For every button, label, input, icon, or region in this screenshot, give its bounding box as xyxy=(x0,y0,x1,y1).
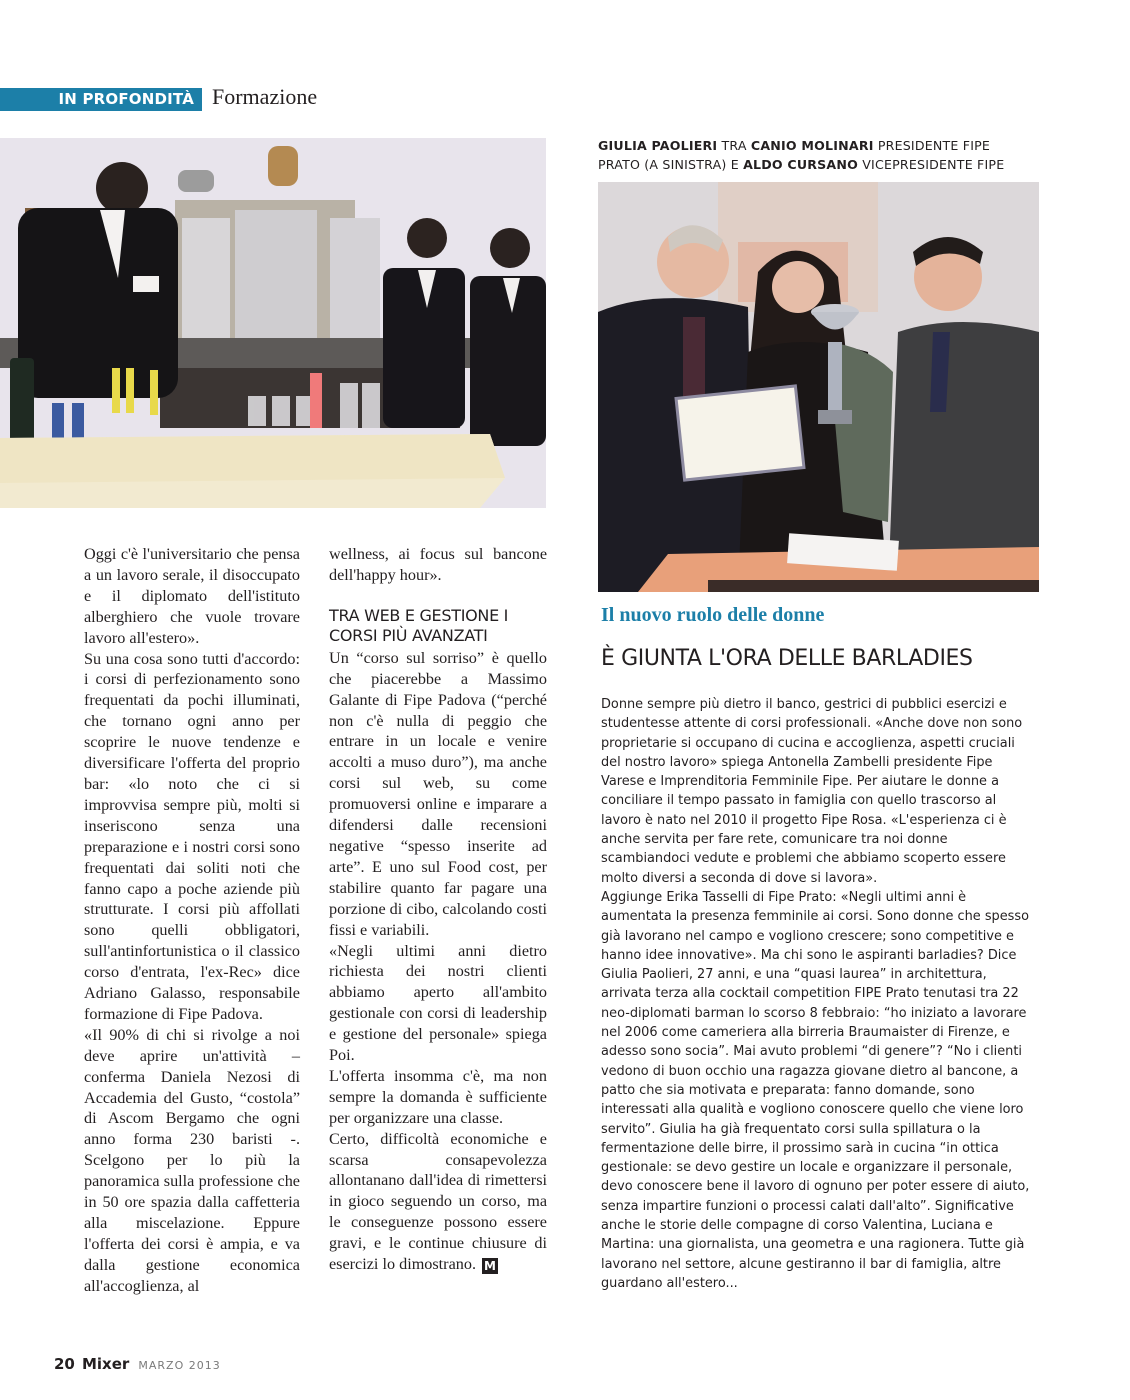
caption-name-aldo-cursano: ALDO CURSANO xyxy=(743,157,859,172)
box-title: È GIUNTA L'ORA DELLE BARLADIES xyxy=(601,646,973,671)
article-text: Certo, difficoltà economiche e scarsa consapevolezza allontanano dall'idea di rimettersi in gioco seguendo un corso, ma le conseguenze possono essere gravi, e le continue chiusure di esercizi lo dimostrano. xyxy=(329,1129,547,1274)
box-paragraph: Donne sempre più dietro il banco, gestrici di pubblici esercizi e studentesse attente di corsi professionali. «Anche dove non sono proprietarie si occupano di cucina e accoglienza, aspetti cruciali del nostro lavoro» spiega Antonella Zambelli presidente Fipe Varese e Imprenditoria Femminile Fipe. Per aiutare le donne a conciliare il tempo passato in famiglia con quello trascorso al lavoro è nato nel 2010 il progetto Fipe Rosa. «L'esperienza ci è anche servita per fare rete, comunicare tra noi donne scambiandoci vedute e problemi che abbiamo scoperto essere molto diversi a seconda di dove si lavora». xyxy=(601,697,1023,886)
photo-bartending-competition xyxy=(0,138,546,508)
article-paragraph: «Negli ultimi anni dietro richiesta dei nostri clienti abbiamo aperto all'ambito gestionale con corsi di leadership e gestione del personale» spiega Poi. xyxy=(329,941,547,1065)
photo-award-ceremony-icon xyxy=(598,182,1039,592)
caption-text: PRESIDENTE FIPE PRATO (A SINISTRA) E xyxy=(598,138,991,172)
article-paragraph: L'offerta insomma c'è, ma non sempre la domanda è sufficiente per organizzare una classe. xyxy=(329,1066,547,1127)
article-paragraph: Su una cosa sono tutti d'accordo: i corsi di perfezionamento sono frequentati da pochi illuminati, che tornano ogni anno per scoprire le nuove tendenze e diversificare l'offerta del proprio bar: «lo noto che ci si improvvisa sempre più, molti si inseriscono senza una preparazione e i nostri corsi sono frequentati dai soliti noti che fanno capo a poche aziende più strutturate. I corsi più affollati sono quelli obbligatori, sull'antinfortunistica o il classico corso d'entrata, l'ex-Rec» dice Adriano Galasso, responsabile formazione di Fipe Padova. xyxy=(84,649,300,1023)
article-column-2 xyxy=(329,544,547,1275)
section-banner xyxy=(0,88,202,111)
article-paragraph: Un “corso sul sorriso” è quello che piacerebbe a Massimo Galante di Fipe Padova (“perché non c'è nulla di peggio che entrare in un locale e venire accolti a muso duro”), ma anche corsi sul web, su come promuoversi online e imparare a difendersi dalle recensioni negative “spesso inserite ad arte”. E uno sul Food cost, per stabilire quanto far pagare una porzione di cibo, calcolando costi fissi e variabili. xyxy=(329,648,548,939)
photo-award-ceremony xyxy=(598,182,1039,592)
photo-caption xyxy=(598,136,1028,174)
caption-name-giulia-paolieri: GIULIA PAOLIERI xyxy=(598,138,718,153)
issue-date: MARZO 2013 xyxy=(138,1359,221,1372)
article-paragraph: wellness, ai focus sul bancone dell'happy hour». xyxy=(329,545,547,584)
end-mark-icon: M xyxy=(482,1258,498,1274)
caption-text: TRA xyxy=(717,138,751,153)
article-paragraph-last xyxy=(329,1129,547,1275)
article-column-1 xyxy=(84,544,300,1297)
section-title: Formazione xyxy=(212,84,318,109)
photo-bartending-competition-icon xyxy=(0,138,546,508)
box-body xyxy=(601,695,1031,1293)
page-footer xyxy=(54,1354,221,1373)
article-subheading: TRA WEB E GESTIONE I CORSI PIÙ AVANZATI xyxy=(329,605,509,645)
article-paragraph: Oggi c'è l'universitario che pensa a un lavoro serale, il disoccupato e il diplomato dell'istituto alberghiero che vuole trovare lavoro all'estero». xyxy=(84,545,300,647)
page-number: 20 xyxy=(54,1355,75,1373)
box-paragraph: Aggiunge Erika Tasselli di Fipe Prato: «Negli ultimi anni è aumentata la presenza femminile ai corsi. Sono donne che spesso già lavorano nel campo e vogliono crescere; sono competitive e hanno idee innovative». Ma chi sono le aspiranti barladies? Dice Giulia Paolieri, 27 anni, e una “quasi laurea” in architettura, arrivata terza alla cocktail competition FIPE Prato tenutasi tra 22 neo-diplomati barman lo scorso 8 febbraio: “ho iniziato a lavorare nel 2006 come cameriera alla birreria Braumaister di Firenze, e adesso sono socia”. Mai avuto problemi “di genere”? “No i clienti vedono di buon occhio una ragazza giovane dietro al bancone, a patto che sia motivata e preparata: fanno domande, sono interessati alla qualità e vogliono conoscere quello che viene loro servito”. Giulia ha già frequentato corsi sulla spillatura o la fermentazione delle birre, il prossimo sarà in cucina “in ottica gestionale: se devo gestire un locale e organizzare il personale, devo conoscere bene il lavoro di ognuno per poter essere di aiuto, senza impartire funzioni o processi calati dall'alto”. Significative anche le storie delle compagne di corso Valentina, Luciana e Martina: una giornalista, una geometra e una ragionera. Tutte già lavorano nel settore, alcune gestiranno il bar di famiglia, altre guardano all'estero... xyxy=(601,889,1030,1291)
box-kicker: Il nuovo ruolo delle donne xyxy=(601,604,825,626)
magazine-name: Mixer xyxy=(81,1355,130,1373)
article-paragraph: «Il 90% di chi si rivolge a noi deve aprire un'attività – conferma Daniela Nezosi di Accademia del Gusto, “costola” di Ascom Bergamo che ogni anno forma 230 baristi -. Scelgono per lo più la panoramica sulla professione che in 50 ore spazia dalla caffetteria alla miscelazione. Eppure l'offerta dei corsi è ampia, e va dalla gestione economica all'accoglienza, al xyxy=(84,1025,300,1295)
caption-name-canio-molinari: CANIO MOLINARI xyxy=(750,138,874,153)
section-kicker: IN PROFONDITÀ xyxy=(58,90,194,108)
caption-text: VICEPRESIDENTE FIPE xyxy=(858,157,1005,172)
